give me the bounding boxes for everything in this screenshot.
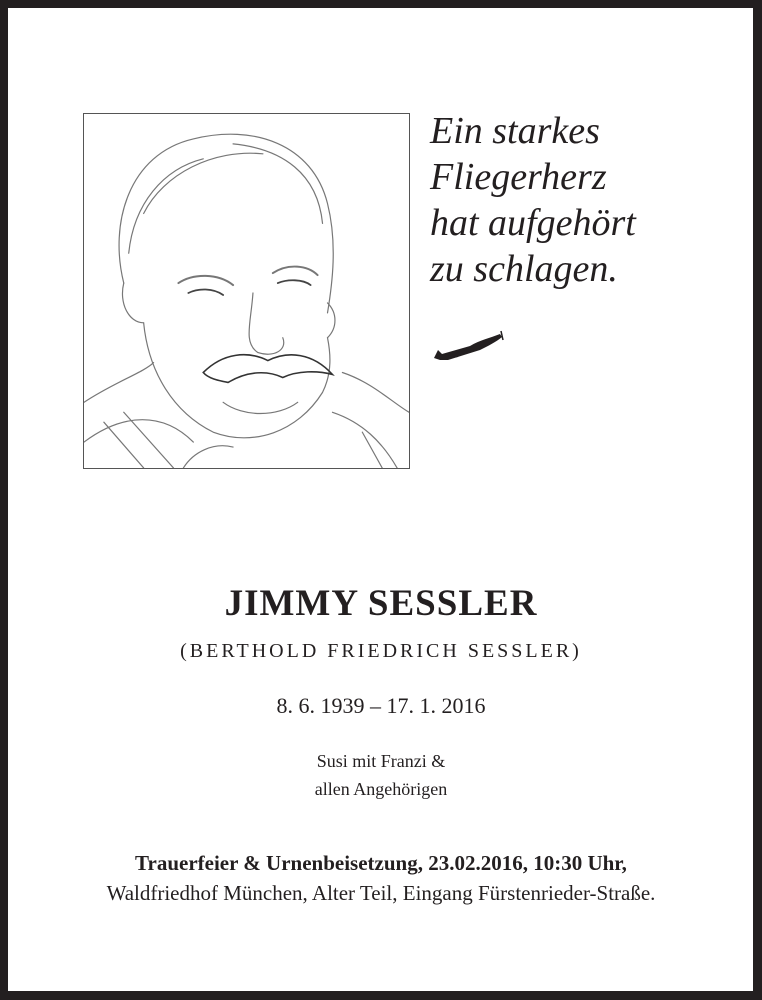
mourners [0, 747, 762, 803]
quote-line: Fliegerherz [430, 156, 607, 198]
quote-line: Ein starkes [430, 110, 600, 152]
ceremony-title: Trauerfeier & Urnenbeisetzung, 23.02.2016, 10:30 Uhr, [135, 851, 627, 875]
memorial-quote [430, 108, 636, 292]
mourners-line: allen Angehörigen [314, 779, 448, 799]
deceased-full-name: (BERTHOLD FRIEDRICH SESSLER) [180, 640, 582, 662]
mourners-line: Susi mit Franzi & [316, 751, 446, 771]
life-dates: 8. 6. 1939 – 17. 1. 2016 [276, 693, 486, 718]
ceremony-location: Waldfriedhof München, Alter Teil, Eingang Fürstenrieder-Straße. [106, 881, 656, 905]
quote-line: hat aufgehört [430, 202, 636, 244]
portrait-sketch [83, 113, 410, 469]
deceased-name: JIMMY SESSLER [224, 583, 538, 624]
airplane-icon [430, 328, 506, 366]
ceremony-info [0, 848, 762, 908]
quote-line: zu schlagen. [430, 248, 618, 290]
